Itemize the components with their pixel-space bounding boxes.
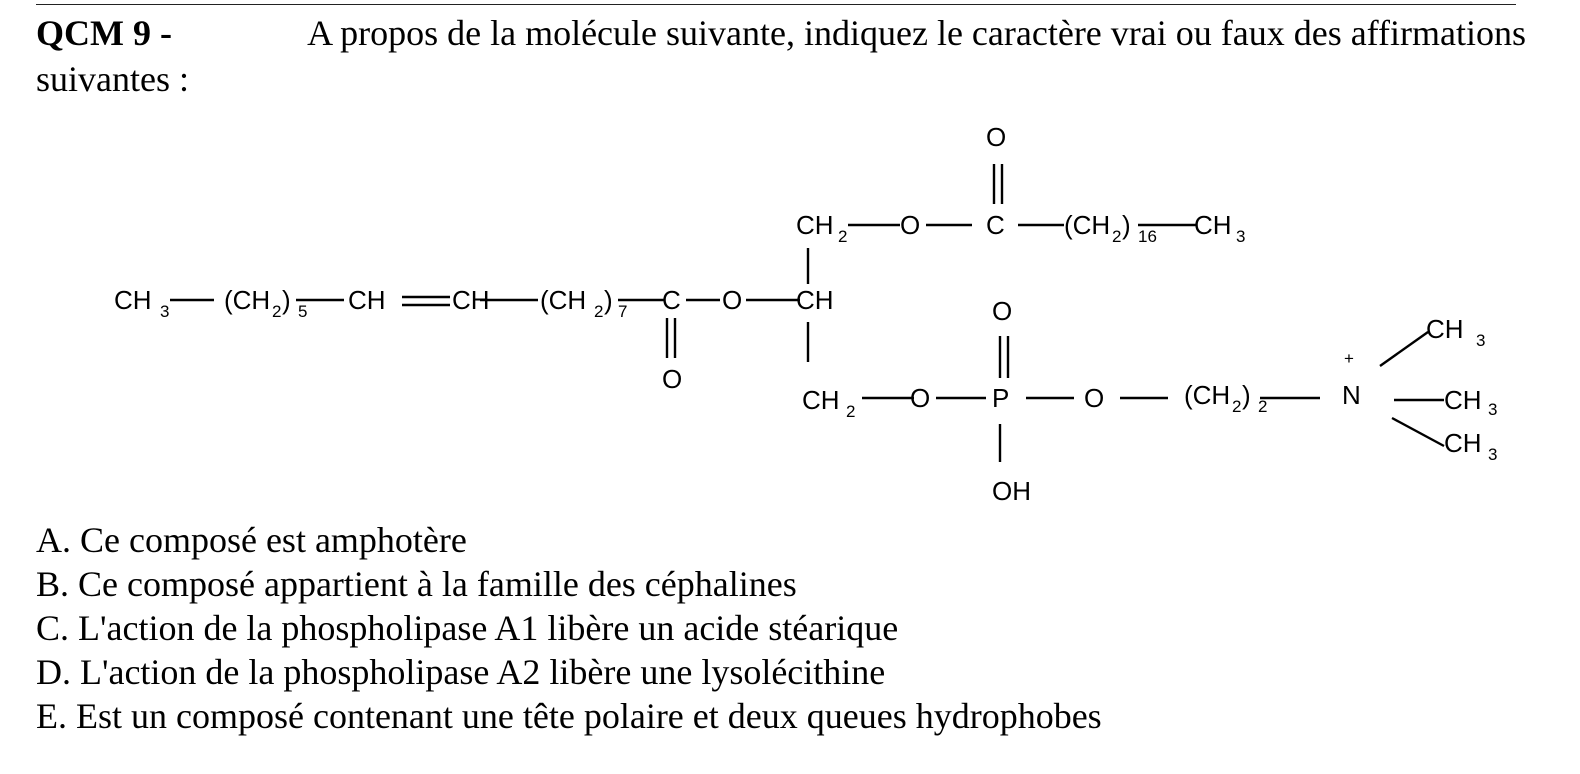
question-text-line-1: A propos de la molécule suivante, indiquez le caractère vrai ou faux des affirmations — [307, 13, 1526, 53]
top-rule — [36, 4, 1516, 5]
left-ch2-group: (CH — [224, 285, 271, 315]
option-b[interactable]: B. Ce composé appartient à la famille des céphalines — [36, 564, 797, 604]
choline-ch3-top-sub: 3 — [1476, 331, 1486, 350]
top-ch2-count: 16 — [1138, 227, 1157, 246]
top-ch3-sub: 3 — [1236, 227, 1246, 246]
top-ch2-close: ) — [1122, 210, 1131, 240]
ester-carbonyl-c: C — [662, 285, 681, 315]
top-ester-o: O — [900, 210, 921, 240]
left-ch2b-group: (CH — [540, 285, 587, 315]
choline-ch3-bot: CH — [1444, 428, 1482, 458]
top-carbonyl-c: C — [986, 210, 1005, 240]
phosphate-oh: OH — [992, 476, 1031, 506]
glycerol-bottom-ch2: CH — [802, 385, 840, 415]
left-ch2-close: ) — [282, 285, 291, 315]
question-number: QCM 9 - — [36, 13, 172, 53]
choline-ch2-group: (CH — [1184, 380, 1231, 410]
choline-ch2-close: ) — [1242, 380, 1251, 410]
glycerol-top-ch2: CH — [796, 210, 834, 240]
left-ch2b-sub: 2 — [594, 302, 604, 321]
left-ch2-sub: 2 — [272, 302, 282, 321]
question-text-line-2: suivantes : — [36, 59, 189, 99]
top-ch2-sub: 2 — [1112, 227, 1122, 246]
option-d[interactable]: D. L'action de la phospholipase A2 libère une lysolécithine — [36, 652, 886, 692]
top-ch3: CH — [1194, 210, 1232, 240]
option-e[interactable]: E. Est un composé contenant une tête polaire et deux queues hydrophobes — [36, 696, 1102, 736]
left-ch3-sub: 3 — [160, 302, 170, 321]
choline-ch2-sub: 2 — [1232, 397, 1242, 416]
question-line-1 — [36, 10, 1526, 56]
choline-charge: + — [1344, 349, 1354, 368]
phosphate-o2: O — [1084, 383, 1105, 413]
option-a[interactable]: A. Ce composé est amphotère — [36, 520, 467, 560]
option-c[interactable]: C. L'action de la phospholipase A1 libère un acide stéarique — [36, 608, 899, 648]
answer-options — [36, 518, 1102, 738]
glycerol-middle-ch: CH — [796, 285, 834, 315]
choline-ch2-count: 2 — [1258, 397, 1268, 416]
glycerol-bottom-sub: 2 — [846, 402, 856, 421]
question-block — [36, 10, 1526, 102]
left-ch-2: CH — [452, 285, 490, 315]
left-ch3: CH — [114, 285, 152, 315]
glycerol-top-sub: 2 — [838, 227, 848, 246]
choline-ch3-mid: CH — [1444, 385, 1482, 415]
bond-n-ch3-top — [1380, 332, 1428, 366]
left-ch-1: CH — [348, 285, 386, 315]
left-ch2b-close: ) — [604, 285, 613, 315]
ester-carbonyl-o: O — [662, 364, 683, 394]
choline-ch3-top: CH — [1426, 314, 1464, 344]
bond-n-ch3-bot — [1392, 418, 1444, 446]
molecule-structure — [0, 105, 1580, 515]
left-ch2-count: 5 — [298, 302, 308, 321]
ester-o: O — [722, 285, 743, 315]
phosphate-p: P — [992, 383, 1010, 413]
choline-n: N — [1342, 380, 1361, 410]
top-ch2-group: (CH — [1064, 210, 1111, 240]
choline-ch3-mid-sub: 3 — [1488, 400, 1498, 419]
phosphate-o1: O — [910, 383, 931, 413]
top-carbonyl-o: O — [986, 122, 1007, 152]
phosphate-top-o: O — [992, 296, 1013, 326]
choline-ch3-bot-sub: 3 — [1488, 445, 1498, 464]
left-ch2b-count: 7 — [618, 302, 628, 321]
